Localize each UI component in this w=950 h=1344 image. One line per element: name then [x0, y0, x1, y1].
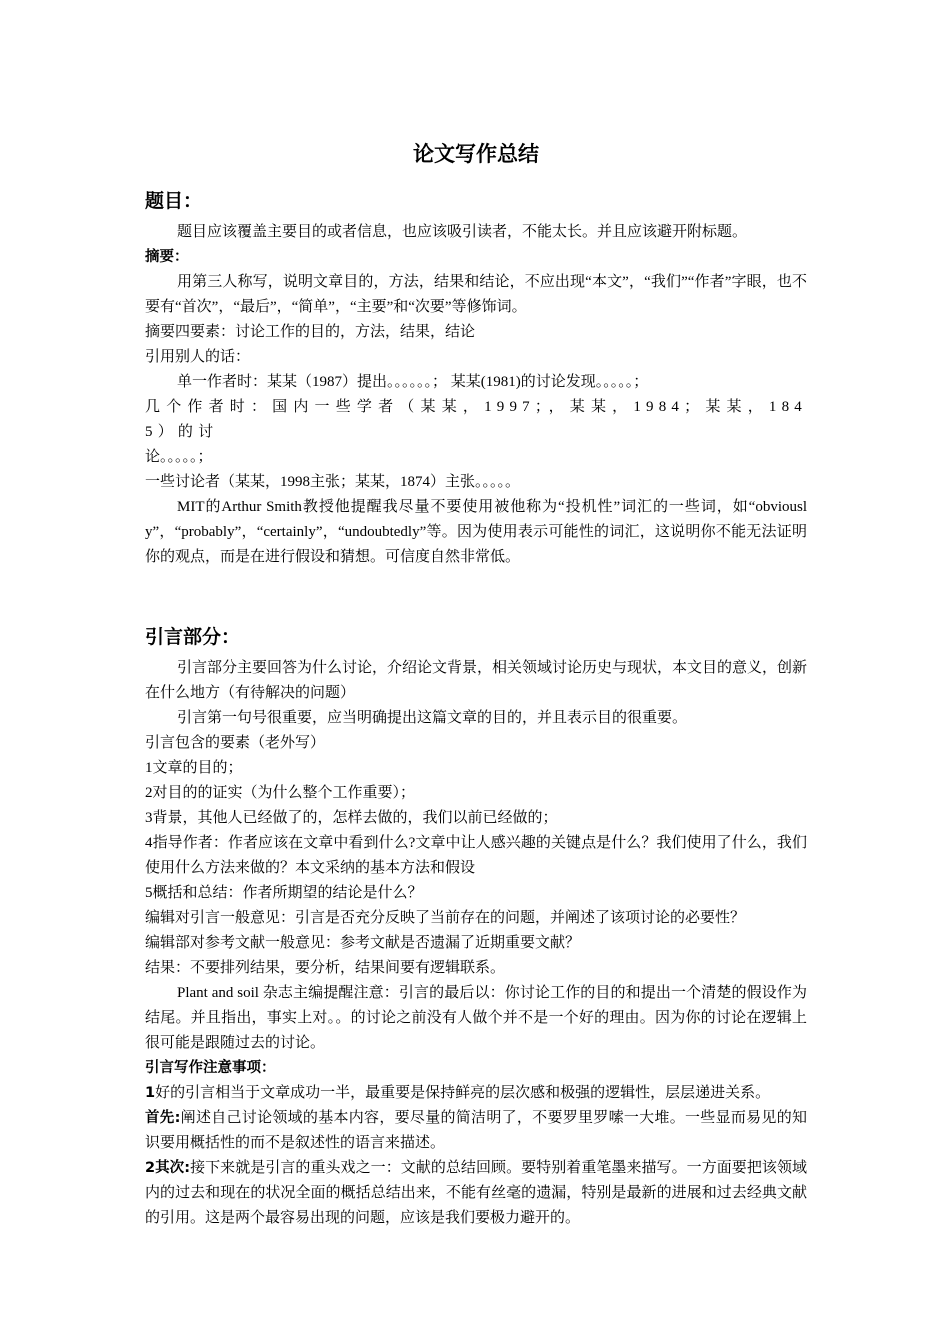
paragraph: 引言第一句号很重要，应当明确提出这篇文章的目的，并且表示目的很重要。 [177, 710, 688, 726]
paragraph: 摘要四要素：讨论工作的目的，方法，结果，结论 [145, 324, 476, 340]
document-body [145, 134, 807, 1231]
note-label: 1 [145, 1085, 156, 1101]
note-item [145, 1081, 807, 1106]
paragraph: 引言部分主要回答为什么讨论，介绍论文背景，相关领域讨论历史与现状，本文目的意义，创新在什么地方（有待解决的问题） [145, 660, 808, 701]
paragraph: 结果：不要排列结果，要分析，结果间要有逻辑联系。 [145, 960, 506, 976]
list-item: 2对目的的证实（为什么整个工作重要）； [145, 785, 416, 801]
list-item: 4指导作者：作者应该在文章中看到什么?文章中让人感兴趣的关键点是什么？我们使用了什么，我们使用什么方法来做的？本文采纳的基本方法和假设 [145, 835, 807, 876]
section-heading-abstract: 摘要： [145, 249, 189, 265]
paragraph: 一些讨论者（某某，1998主张；某某，1874）主张。。。。。 [145, 474, 521, 490]
note-label: 2其次: [145, 1160, 191, 1176]
paragraph: Plant and soil 杂志主编提醒注意：引言的最后以：你讨论工作的目的和提出一个清楚的假设作为结尾。并且指出，事实上对。。的讨论之前没有人做个并不是一个好的理由。因为你的讨论在逻辑上很可能是跟随过去的讨论。 [145, 985, 807, 1051]
note-text: 接下来就是引言的重头戏之一：文献的总结回顾。要特别着重笔墨来描写。一方面要把该领域内的过去和现在的状况全面的概括总结出来，不能有丝毫的遗漏，特别是最新的进展和过去经典文献的引用。这是两个最容易出现的问题，应该是我们要极力避开的。 [145, 1160, 807, 1226]
section-heading-title: 题目： [145, 190, 203, 212]
paragraph: 用第三人称写，说明文章目的，方法，结果和结论，不应出现“本文”，“我们”“作者”字眼，也不要有“首次”，“最后”，“简单”，“主要”和“次要”等修饰词。 [145, 274, 807, 315]
note-text: 好的引言相当于文章成功一半，最重要是保持鲜亮的层次感和极强的逻辑性，层层递进关系。 [155, 1085, 771, 1101]
note-item [145, 1156, 807, 1231]
page-title: 论文写作总结 [413, 142, 539, 166]
paragraph: 引言包含的要素（老外写） [145, 735, 326, 751]
paragraph: 几个作者时：国内一些学者（某某，1997；，某某，1984；某某，1845）的讨 [145, 399, 807, 440]
paragraph: 引用别人的话： [145, 349, 251, 365]
list-item: 3背景，其他人已经做了的，怎样去做的，我们以前已经做的； [145, 810, 558, 826]
section-heading-notes: 引言写作注意事项： [145, 1060, 276, 1076]
paragraph: 单一作者时：某某（1987）提出。。。。。。； 某某(1981)的讨论发现。。。。。； [177, 374, 649, 390]
section-heading-introduction: 引言部分： [145, 626, 241, 648]
list-item: 5概括和总结：作者所期望的结论是什么？ [145, 885, 423, 901]
note-label: 首先: [145, 1110, 181, 1126]
list-item: 1文章的目的； [145, 760, 243, 776]
paragraph: 题目应该覆盖主要目的或者信息，也应该吸引读者，不能太长。并且应该避开附标题。 [177, 224, 748, 240]
paragraph: 编辑对引言一般意见：引言是否充分反映了当前存在的问题，并阐述了该项讨论的必要性？ [145, 910, 746, 926]
note-item [145, 1106, 807, 1156]
paragraph: MIT的Arthur Smith教授他提醒我尽量不要使用被他称为“投机性”词汇的一些词，如“obviously”，“probably”，“certainly”，“undoubtedly”等。因为使用表示可能性的词汇，这说明你不能无法证明你的观点，而是在进行假设和猜想。可信度自然非常低。 [145, 499, 807, 565]
note-text: 阐述自己讨论领域的基本内容，要尽量的简洁明了，不要罗里罗嗦一大堆。一些显而易见的知识要用概括性的而不是叙述性的语言来描述。 [145, 1110, 807, 1151]
paragraph: 编辑部对参考文献一般意见：参考文献是否遗漏了近期重要文献？ [145, 935, 581, 951]
paragraph: 论。。。。。； [145, 449, 213, 465]
